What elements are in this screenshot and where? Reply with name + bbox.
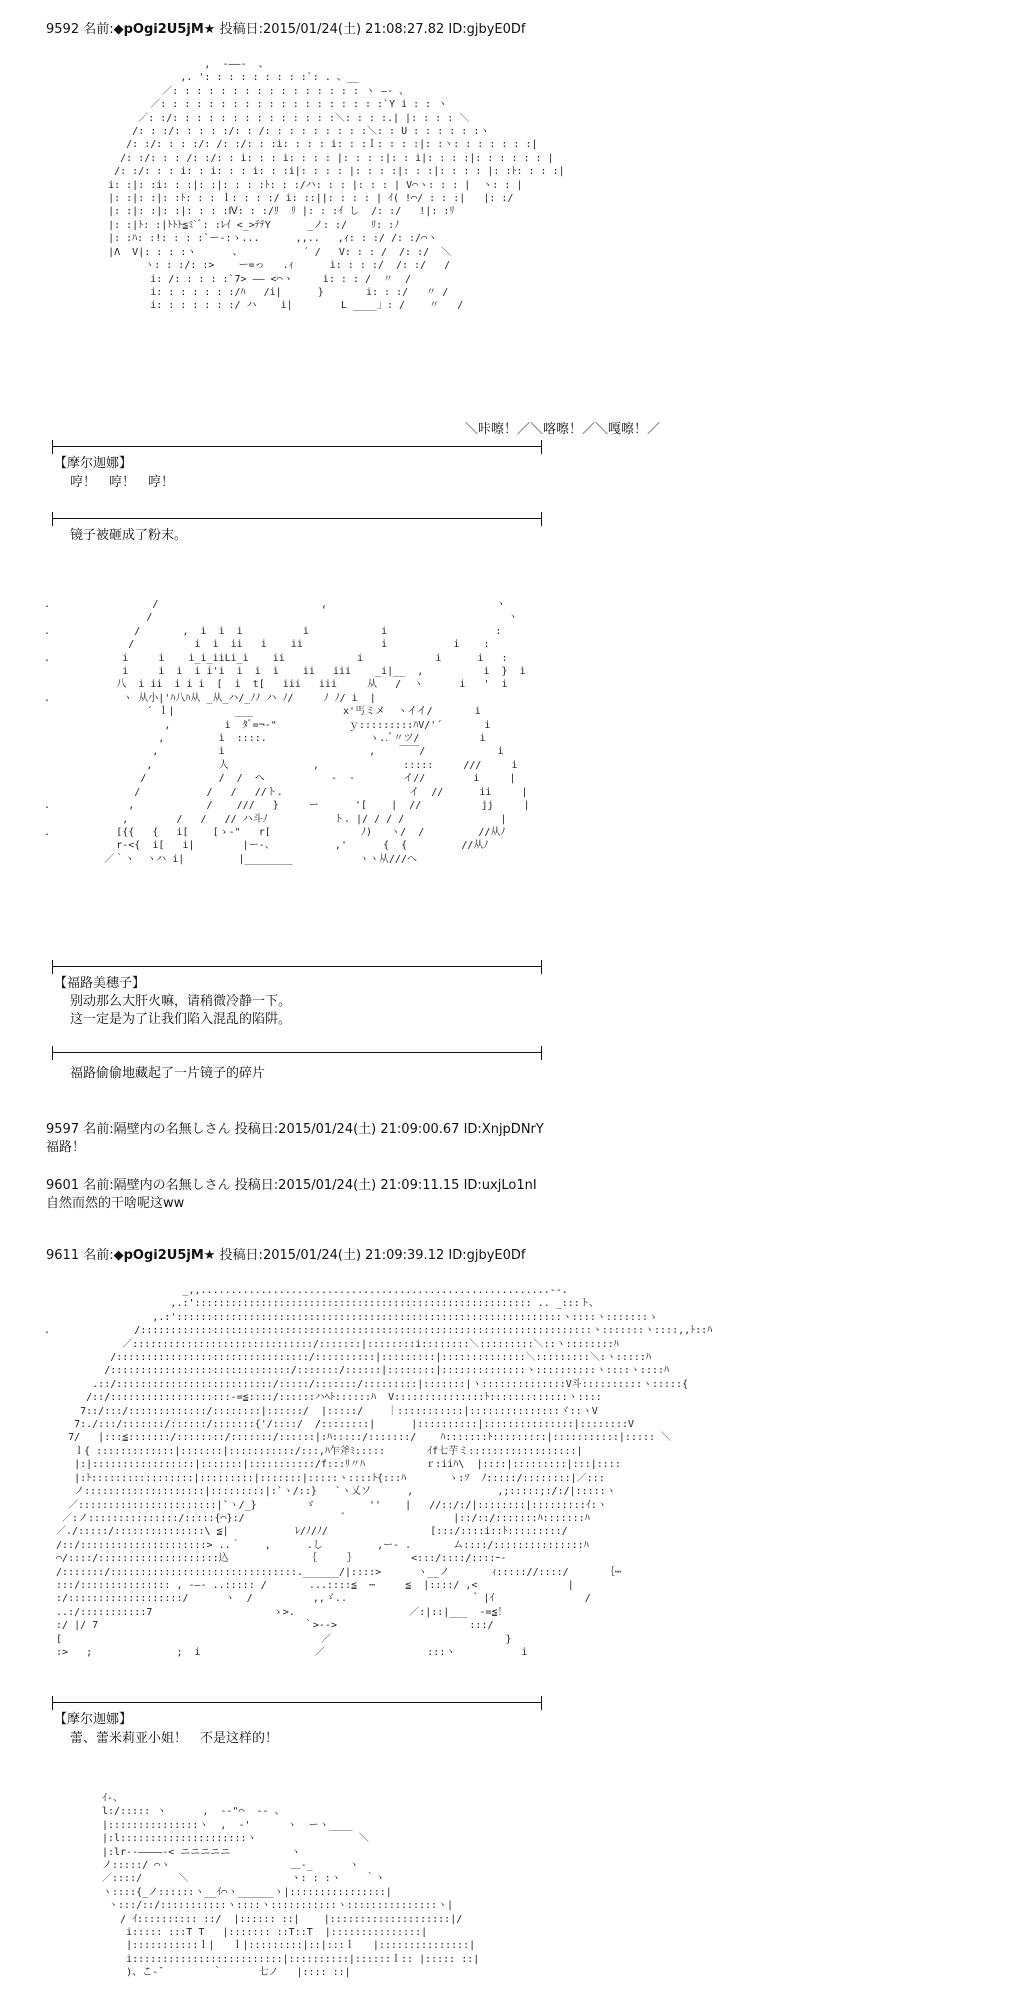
post-author: 隔壁内の名無しさん <box>113 1122 231 1137</box>
post-body: 自然而然的干啥呢这ww <box>46 1196 185 1211</box>
scene-divider <box>52 440 542 454</box>
dialogue-line: 这一定是为了让我们陷入混乱的陷阱。 <box>70 1012 292 1027</box>
dialogue-line: 别动那么大肝火嘛，请稍微冷静一下。 <box>70 994 292 1009</box>
post-date: 2015/01/24(土) 21:09:11.15 <box>278 1178 460 1193</box>
speaker-label: 【摩尔迦娜】 <box>54 456 133 471</box>
post-header <box>46 22 525 38</box>
post-header <box>46 1248 525 1264</box>
scene-divider <box>52 512 542 526</box>
ascii-art-character-3: _,,..........................................................--. ,.:':::::::::::::::::::::::::::::::::::::::::::::::::::::::: .. _:::ト、 ,.:'::::::::::::::::::::::::::::::::::::::::::::::::::::::::::::::::ヽ::::ヽ:::::::ゝ . /:::::::::::::::::::::::::::::::::::::::::::::::::::::::::::::::::::::::::::ヽ:::::::ヽ::::,,ﾄ::ﾊ ／::::::::::::::::::::::::::::::/:::::::|::::::::i::::::::＼:::::::::＼::ヽ::::::::ﾊ /::::::::::::::::::::::::::::::::/::::::::::|:::::::::|::::::::::::::＼:::::::::＼:ヽ:::::ﾊ /::::::::::::::::::::::::::::::/:::::::/::::::|::::::::|::::::::::::::ヽ::::::::::ヽ::::ヽ::::ﾊ .::/::::::::::::::::::::::::::/:::::/:::::::/:::::::::|:::::::|ヽ::::::::::::::V斗::::::::::ヽ:::::{ /::/::::::::::::::::::::-=≦::::/::::::ハﾍﾄ::::::ﾊ V:::::::::::::::ﾄ:::::::::::::ヽ:::: 7::/:::/:::::::::::::/::::::::|::::::/ |:::::/ ｜:::::::::::|:::::::::::::::ヾ::ヽV 7:./:::/:::::::/::::::/:::::::{'/::::/ /::::::::| |::::::::::|:::::::::::::::|::::::::V 7/ |:::≦:::::::/::::::::/:::::::/::::::|:ﾊ:::::/:::::::/ ﾊ:::::::ﾄ:::::::::|:::::::::::|::::: ＼ ｌ{ :::::::::::::|:::::::|:::::::::::/:::,ﾊ乍斧ﾐ::::: ｲf七芋ミ::::::::::::::::::| |:|:::::::::::::::::|:::::::|:::::::::::/f:::ﾘ〃ﾊ ｒ:iiﾊ\ |::::|:::::::::|:::|:::: |:ﾄ:::::::::::::::::|:::::::::|:::::::|:::::ヽ::::ﾄ{:::ﾊ ゝ:ｿ ﾉ:::::/::::::::|／::: ノ::::::::::::::::::::|:::::::::|:`ヽ/::} `ヽ乂ソ , ,;:::::;:/:/|:::::ヽ ／:::::::::::::::::::::::|`ヽ/_} ゞ '' | //::/:/|::::::::|:::::::::ｲ:ヽ ／:ノ:::::::::::::::/:::::{⌒}:/ ゛ |::/::/:::::::ﾊ:::::::ﾊ ／./:::::/:::::::::::::::\ ≦| ﾚ/ﾉ/ﾉ/ [:::/::::i::ﾄ:::::::::/ /::/:::::::::::::::::::::> ..｀ , .し ,ー- . ム::::/:::::::::::::::ﾊ ⌒/::::/::::::::::::::::::::込 ｛ ｝ <:::/::::/::::ｰ- /:::::::/:::::::::::::::::::::::::::::::.______/|::::> ヽ__ノ ｨ::::://::::/ ｛┉ :::/::::::::::::::: , -―‐ ..::::: / ...::::≦ ⋯ ≦ |::::/ ,< | :/:::::::::::::::::::/ ヽ / ,,ゞ.. ゛|ｲ / ..:/:::::::::::7 ゝ>. ／:|::|___ -=≦！ :/ |/ 7 ｀>-‐> :::/ [ ／ } :> ; ; i ／ :::ヽ i <box>44 1285 713 1658</box>
post-name-label: 名前: <box>83 1122 114 1137</box>
post-name-label: 名前: <box>83 22 114 37</box>
scene-divider <box>52 1696 542 1710</box>
post-date-label: 投稿日: <box>219 22 263 37</box>
scene-divider <box>52 1046 542 1060</box>
narration-text: 福路偷偷地藏起了一片镜子的碎片 <box>70 1066 266 1081</box>
post-date-label: 投稿日: <box>234 1122 279 1137</box>
post-name-label: 名前: <box>83 1248 114 1263</box>
speaker-label: 【福路美穗子】 <box>54 976 146 991</box>
post-date-label: 投稿日: <box>219 1248 263 1263</box>
post-number: 9597 <box>46 1122 80 1137</box>
post-number: 9601 <box>46 1178 80 1193</box>
post-id: ID:gjbyE0Df <box>448 1248 526 1263</box>
post-author: ◆pOgi2U5jM★ <box>113 1248 216 1263</box>
post-name-label: 名前: <box>83 1178 114 1193</box>
post-number: 9611 <box>46 1248 80 1263</box>
post-date: 2015/01/24(土) 21:08:27.82 <box>262 22 445 37</box>
post-id: ID:gjbyE0Df <box>448 22 526 37</box>
post-date: 2015/01/24(土) 21:09:39.12 <box>262 1248 445 1263</box>
scene-divider <box>52 960 542 974</box>
post-header <box>46 1122 544 1138</box>
post-body: 福路！ <box>46 1140 86 1155</box>
post-author: ◆pOgi2U5jM★ <box>113 22 216 37</box>
speaker-label: 【摩尔迦娜】 <box>54 1712 133 1727</box>
post-date-label: 投稿日: <box>234 1178 279 1193</box>
ascii-art-character-2: . / , ヽ / ヽ . / , i i i i i : / i i ii i ii i i : . i i i_i_iiLi_i ii i i i : i i i i i'i i i i ii iii _i|__ , i } i 八 i ii i i i [ i t[ iii iii 从 / ヽ i ' i . ヽ 从小|'ﾊ八ﾊ从 _从_ハ/_ﾉﾉ ハ ﾉ/ ﾉ ﾉ/ i | ´ ｌ| ___ x'丐ミメ ヽイイ/ i , i ﾀﾞ=¬‐" ｙ:::::::::ﾊV/'´ i , i ::::. ゝ..ﾞ〃ツ/ i , i , ￣￣/ i , 人 , ::::: /// i / / / へ - - イ// i | / / / //ト. イ // ii | . , / /// } ー '[ | // jj | , / / // ハ斗ﾉ ト. |/ / / / | . [{{ { i[ [ゝ‐" r[ ﾉ) ヽ/ / //从ﾉ r-<{ i[ i| |ー-、 ,' { { //从ﾉ ／｀ヽ ヽハ i| |________ ヽヽ从///へ <box>44 599 530 865</box>
dialogue-line: 蕾、蕾米莉亚小姐！ 不是这样的！ <box>70 1731 279 1746</box>
post-author: 隔壁内の名無しさん <box>113 1178 231 1193</box>
post-number: 9592 <box>46 22 80 37</box>
narration-text: 镜子被砸成了粉末。 <box>70 528 188 543</box>
ascii-art-character-4: ｲ-、 l:/::::: ヽ , -‐"⌒ ‐- 、 |:::::::::::::::ヽ , ‐' ヽ ーヽ____ |:l:::::::::::::::::::::ヽ ＼ |:lr-‐――――-< ニニニニニ ヽ ノ:::::/ ⌒ヽ ＿-_ ヽ ／::::/ ＼ ヽ: : :ヽ ｀ヽ ヽ::::{_ノ::::::ヽ__ｲ⌒ヽ______ヽ|::::::::::::::::| ヽ:::/::/:::::::::::ヽ::::ヽ:::::::::::ヽ:::::::::::::::ヽ| / ｲ:::::::::: ::/ |:::::: ::| |::::::::::::::::::::|/ i::::: :::T T |::::::: ::T::T |:::::::::::::::| |:::::::::::ｌ| ｌ|:::::::::|::|:::ｌ |:::::::::::::::| i:::::::::::::::::::::::::|::::::::::|::::::ｌ:: |::::: ::| )、こ‐¯ ｀ 七ノ |:::: ::| <box>102 1793 480 1979</box>
post-date: 2015/01/24(土) 21:09:00.67 <box>278 1122 460 1137</box>
sound-effect-text: ＼咔嚓！／＼喀嚓！／＼嘎嚓！／ <box>465 422 661 437</box>
dialogue-line: 哼！ 哼！ 哼！ <box>70 475 175 490</box>
ascii-art-character-1: , -――- 、 ,. ': : : : : : : : :`: . 、__ ／: : : : : : : : : : : : : : : : ヽ ―‐ 、 ／: : : : : : : : : : : : : : : : : : :`Y i : : ヽ ／: :/: : : : : : : : : : : : : :＼: : : :.| |: : : : ＼ /: : :/: : : : :/: : /: : : : : : : : :＼: : U : : : : : :ヽ /: :/: : : :/: /: :/: : :i: : : : i: : :ｌ: : : :|: :ヽ: : : : : : :| /: :/: : : /: :/: : i: : : i: : : : |: : : :|: : i|: : : :|: : : : : : | /: :/: : : i: : i: : : i: : :i|: : : : |: : : :|: : :|: : : : |: :ﾄ: : : :| i: :|: :i: : :|: :|: : : :ﾄ: : :/ハ: : : |: : : | V⌒ヽ: : : | ヽ: : | |: :|: :|: :ﾄ: : : ｌ: : : :/ i: ::||: : : : | ｲ( !⌒/ : : :| |: :/ |: :|: :|: :|: : : :Ⅳ: : :/ﾘ ﾘ |: : :ｲ し /: :/ !|: :ﾘ |: :|ﾄ: :|ﾄﾄﾄ≦ﾐ`ﾞ: :ﾚｲ <_>ﾃﾃY _ノ: :/ ﾘ: :ﾉ |: :ﾊ: :!: : : :`ー-:ゝ... ,,.. ,ｨ: : :/ /: :/⌒ヽ |Λ V|: : : :ヽ 、 ´ / V: : : / /: :/ ＼ ヽ: : :/: :> ー=っ .ｨ i: : : :/ /: :/ / i: /: : : : :`7> ―― <⌒ヽ i: : : / 〃 / i: : : : : : :/ﾊ /i| } i: : :/ 〃 / i: : : : : : :/ ハ i| L ____」: / 〃 / <box>108 59 565 312</box>
post-id: ID:XnjpDNrY <box>463 1122 544 1137</box>
post-id: ID:uxjLo1nI <box>463 1178 537 1193</box>
post-header <box>46 1178 537 1194</box>
